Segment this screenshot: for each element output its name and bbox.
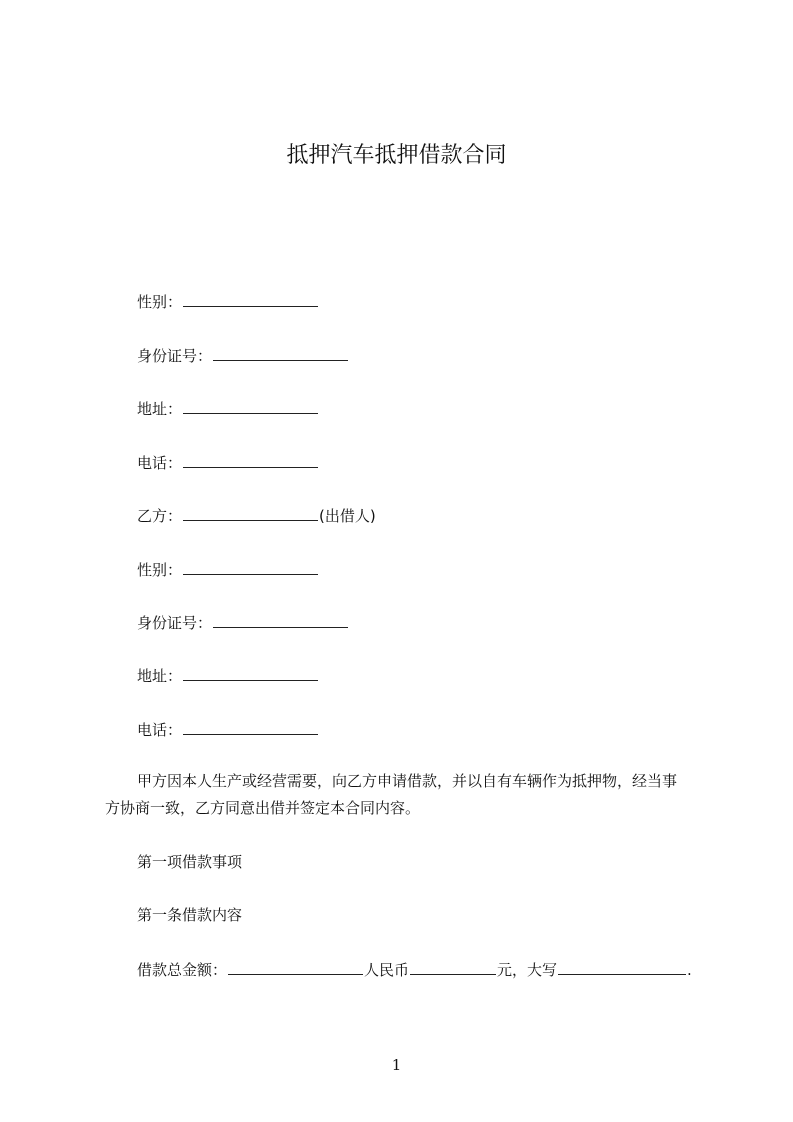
phone-label: 电话： bbox=[137, 454, 183, 472]
id-number-label: 身份证号： bbox=[137, 614, 213, 632]
party-a-gender-line bbox=[137, 291, 319, 312]
address-blank[interactable] bbox=[183, 665, 318, 681]
address-label: 地址： bbox=[137, 400, 183, 418]
loan-amount-line bbox=[137, 959, 692, 980]
address-label: 地址： bbox=[137, 667, 183, 685]
loan-amount-blank[interactable] bbox=[228, 959, 363, 975]
party-b-line bbox=[137, 505, 376, 526]
id-number-label: 身份证号： bbox=[137, 347, 213, 365]
party-b-role: (出借人) bbox=[319, 507, 376, 525]
party-a-phone-line bbox=[137, 452, 319, 473]
article-heading: 第一条借款内容 bbox=[137, 906, 243, 924]
page-number: 1 bbox=[391, 1056, 402, 1074]
yuan-uppercase-label: 元，大写 bbox=[497, 961, 558, 979]
party-b-name-blank[interactable] bbox=[183, 505, 318, 521]
line-end-period: . bbox=[687, 961, 692, 979]
party-b-gender-line bbox=[137, 559, 319, 580]
gender-label: 性别： bbox=[137, 293, 183, 311]
document-title: 抵押汽车抵押借款合同 bbox=[286, 143, 507, 168]
party-a-id-line bbox=[137, 345, 349, 366]
id-number-blank[interactable] bbox=[213, 345, 348, 361]
party-b-phone-line bbox=[137, 719, 319, 740]
rmb-label: 人民币 bbox=[364, 961, 410, 979]
gender-blank[interactable] bbox=[183, 291, 318, 307]
loan-amount-label: 借款总金额： bbox=[137, 961, 228, 979]
gender-label: 性别： bbox=[137, 561, 183, 579]
id-number-blank[interactable] bbox=[213, 612, 348, 628]
section-heading: 第一项借款事项 bbox=[137, 853, 243, 871]
address-blank[interactable] bbox=[183, 398, 318, 414]
party-b-id-line bbox=[137, 612, 349, 633]
gender-blank[interactable] bbox=[183, 559, 318, 575]
intro-paragraph: 甲方因本人生产或经营需要，向乙方申请借款，并以自有车辆作为抵押物，经当事方协商一致，乙方同意出借并签定本合同内容。 bbox=[105, 772, 678, 817]
phone-blank[interactable] bbox=[183, 719, 318, 735]
party-b-address-line bbox=[137, 665, 319, 686]
party-b-label: 乙方： bbox=[137, 507, 183, 525]
phone-blank[interactable] bbox=[183, 452, 318, 468]
party-a-address-line bbox=[137, 398, 319, 419]
uppercase-amount-blank[interactable] bbox=[558, 959, 686, 975]
rmb-amount-blank[interactable] bbox=[410, 959, 496, 975]
phone-label: 电话： bbox=[137, 721, 183, 739]
